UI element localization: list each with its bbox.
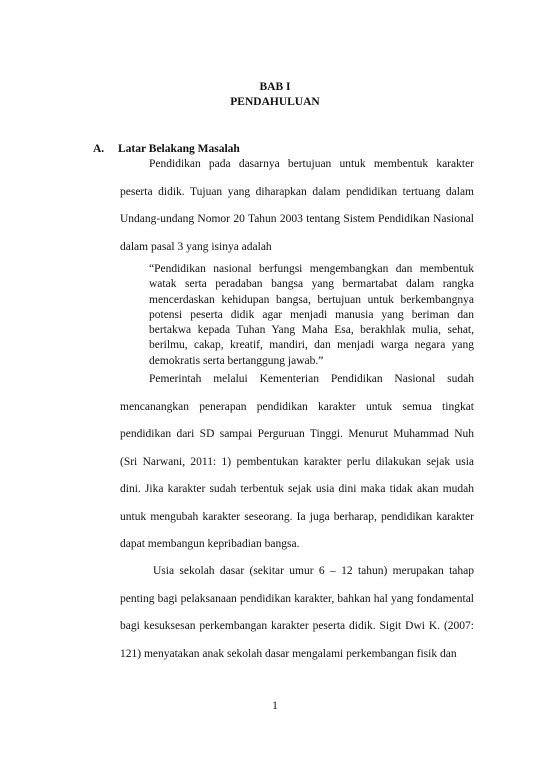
paragraph-text: Pendidikan pada dasarnya bertujuan untuk membentuk karakter peserta didik. Tujuan yang diharapkan dalam pendidikan tertuang dalam Undang-undang Nomor 20 Tahun 2003 tentang Sistem Pendidikan Nasional dalam pasal 3 yang isinya adalah (120, 158, 474, 253)
chapter-number: BAB I (259, 81, 291, 93)
section-title: Latar Belakang Masalah (118, 143, 240, 155)
page-number: 1 (272, 700, 278, 712)
block-quote: “Pendidikan nasional berfungsi mengembangkan dan membentuk watak serta peradaban bangsa yang bermartabat dalam rangka mencerdaskan kehidupan bangsa, bertujuan untuk berkembangnya potensi peserta didik agar menjadi manusia yang beriman dan bertakwa kepada Tuhan Yang Maha Esa, berakhlak mulia, sehat, berilmu, cakap, kreatif, mandiri, dan menjadi warga negara yang demokratis serta bertanggung jawab.” (149, 263, 474, 367)
paragraph-text: Usia sekolah dasar (sekitar umur 6 – 12 tahun) merupakan tahap penting bagi pelaksanaan pendidikan karakter, bahkan hal yang fondamental bagi kesuksesan perkembangan karakter peserta didik. Sigit Dwi K. (2007: 121) menyatakan anak sekolah dasar mengalami perkembangan fisik dan (120, 565, 474, 660)
chapter-title: PENDAHULUAN (230, 96, 320, 108)
paragraph-government (120, 366, 474, 559)
paragraph-intro (120, 151, 474, 261)
section-letter: A. (93, 143, 105, 155)
paragraph-text: Pemerintah melalui Kementerian Pendidikan Nasional sudah mencanangkan penerapan pendidikan karakter untuk semua tingkat pendidikan dari SD sampai Perguruan Tinggi. Menurut Muhammad Nuh (Sri Narwani, 2011: 1) pembentukan karakter perlu dilakukan sejak usia dini. Jika karakter sudah terbentuk sejak usia dini maka tidak akan mudah untuk mengubah karakter seseorang. Ia juga berharap, pendidikan karakter dapat membangun kepribadian bangsa. (120, 373, 474, 550)
paragraph-school-age (120, 558, 474, 668)
